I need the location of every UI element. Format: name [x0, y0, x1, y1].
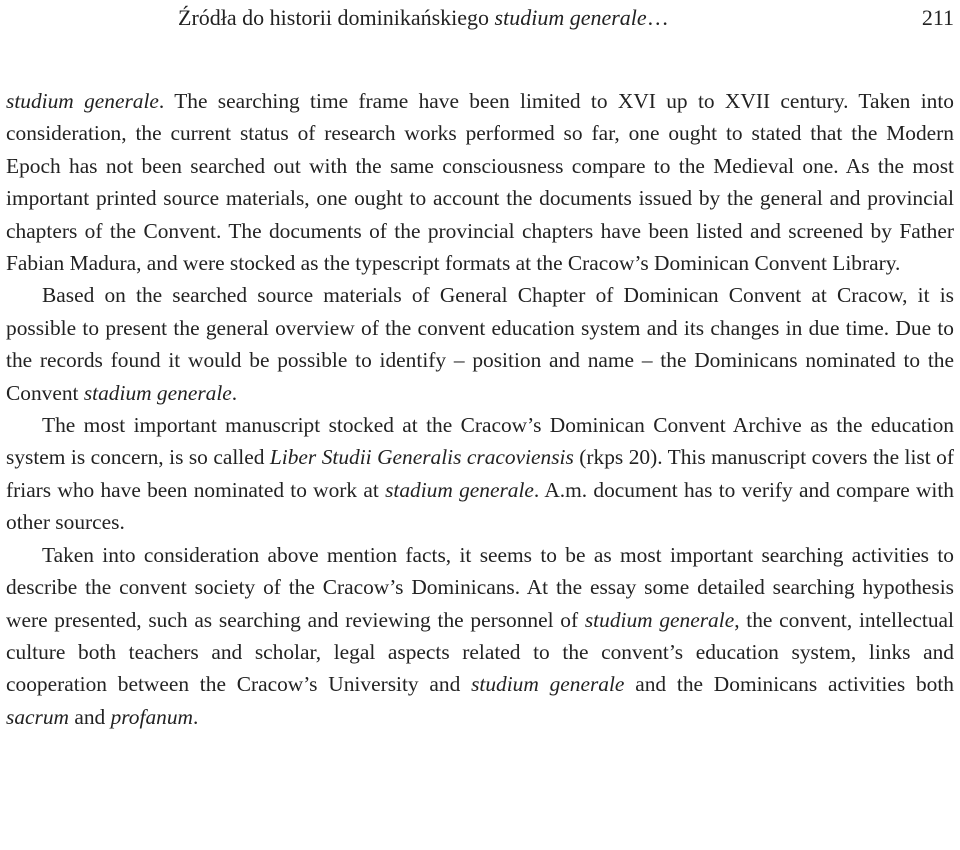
running-title-text: Źródła do historii dominikańskiego: [178, 5, 495, 30]
italic-term: Liber Studii Generalis cracoviensis: [269, 445, 574, 470]
paragraph-sources: [6, 279, 954, 409]
italic-term: profanum: [110, 704, 193, 729]
italic-term: stadium generale: [83, 380, 232, 405]
text-run: and: [68, 704, 111, 729]
italic-term: studium generale: [584, 607, 735, 632]
italic-term: stadium generale: [385, 477, 534, 502]
text-run: .: [192, 704, 199, 729]
text-run: and the Dominicans activities both: [624, 672, 954, 697]
text-run: , the convent, intellectual culture both teachers and scholar, legal aspects related to the convent’s education system, links and cooperation between the Cracow’s University and: [6, 607, 954, 697]
text-run: . A.m. document has to verify and compare with other sources.: [6, 477, 955, 535]
running-title: [178, 0, 669, 36]
paragraph-conclusion: [6, 539, 954, 733]
paragraph-continuation: [6, 85, 954, 279]
running-title-ellipsis: …: [646, 5, 669, 30]
text-run: Based on the searched source materials of General Chapter of Dominican Convent at Cracow, it is possible to present the general overview of the convent education system and its changes in due time. Due to the records found it would be possible to identify – position and name – the Dominicans nominated to the Convent: [6, 283, 954, 405]
italic-term: studium generale: [471, 672, 625, 697]
page-number: 211: [921, 5, 954, 30]
text-run: Taken into consideration above mention facts, it seems to be as most important searching activities to describe the convent society of the Cracow’s Dominicans. At the essay some detailed searching hypothesis were presented, such as searching and reviewing the personnel of: [6, 542, 954, 632]
document-page: [6, 0, 955, 729]
italic-term: sacrum: [6, 704, 69, 729]
text-run: . The searching time frame have been limited to XVI up to XVII century. Taken into consideration, the current status of research works performed so far, one ought to stated that the Modern Epoch has not been searched out with the same consciousness compare to the Medieval one. As the most important printed source materials, one ought to account the documents issued by the general and provincial chapters of the Convent. The documents of the provincial chapters have been listed and screened by Father Fabian Madura, and were stocked as the typescript formats at the Cracow’s Dominican Convent Library.: [6, 89, 954, 276]
text-run: .: [231, 380, 238, 405]
text-run: The most important manuscript stocked at the Cracow’s Dominican Convent Archive as the education system is concern, is so called: [6, 413, 954, 470]
running-title-italic: studium generale: [494, 5, 647, 30]
running-header: [6, 0, 954, 40]
body-text: [6, 85, 954, 733]
italic-term: studium generale: [6, 89, 159, 113]
text-run: (rkps 20). This manuscript covers the list of friars who have been nominated to work at: [6, 445, 954, 502]
paragraph-manuscript: [6, 409, 954, 539]
